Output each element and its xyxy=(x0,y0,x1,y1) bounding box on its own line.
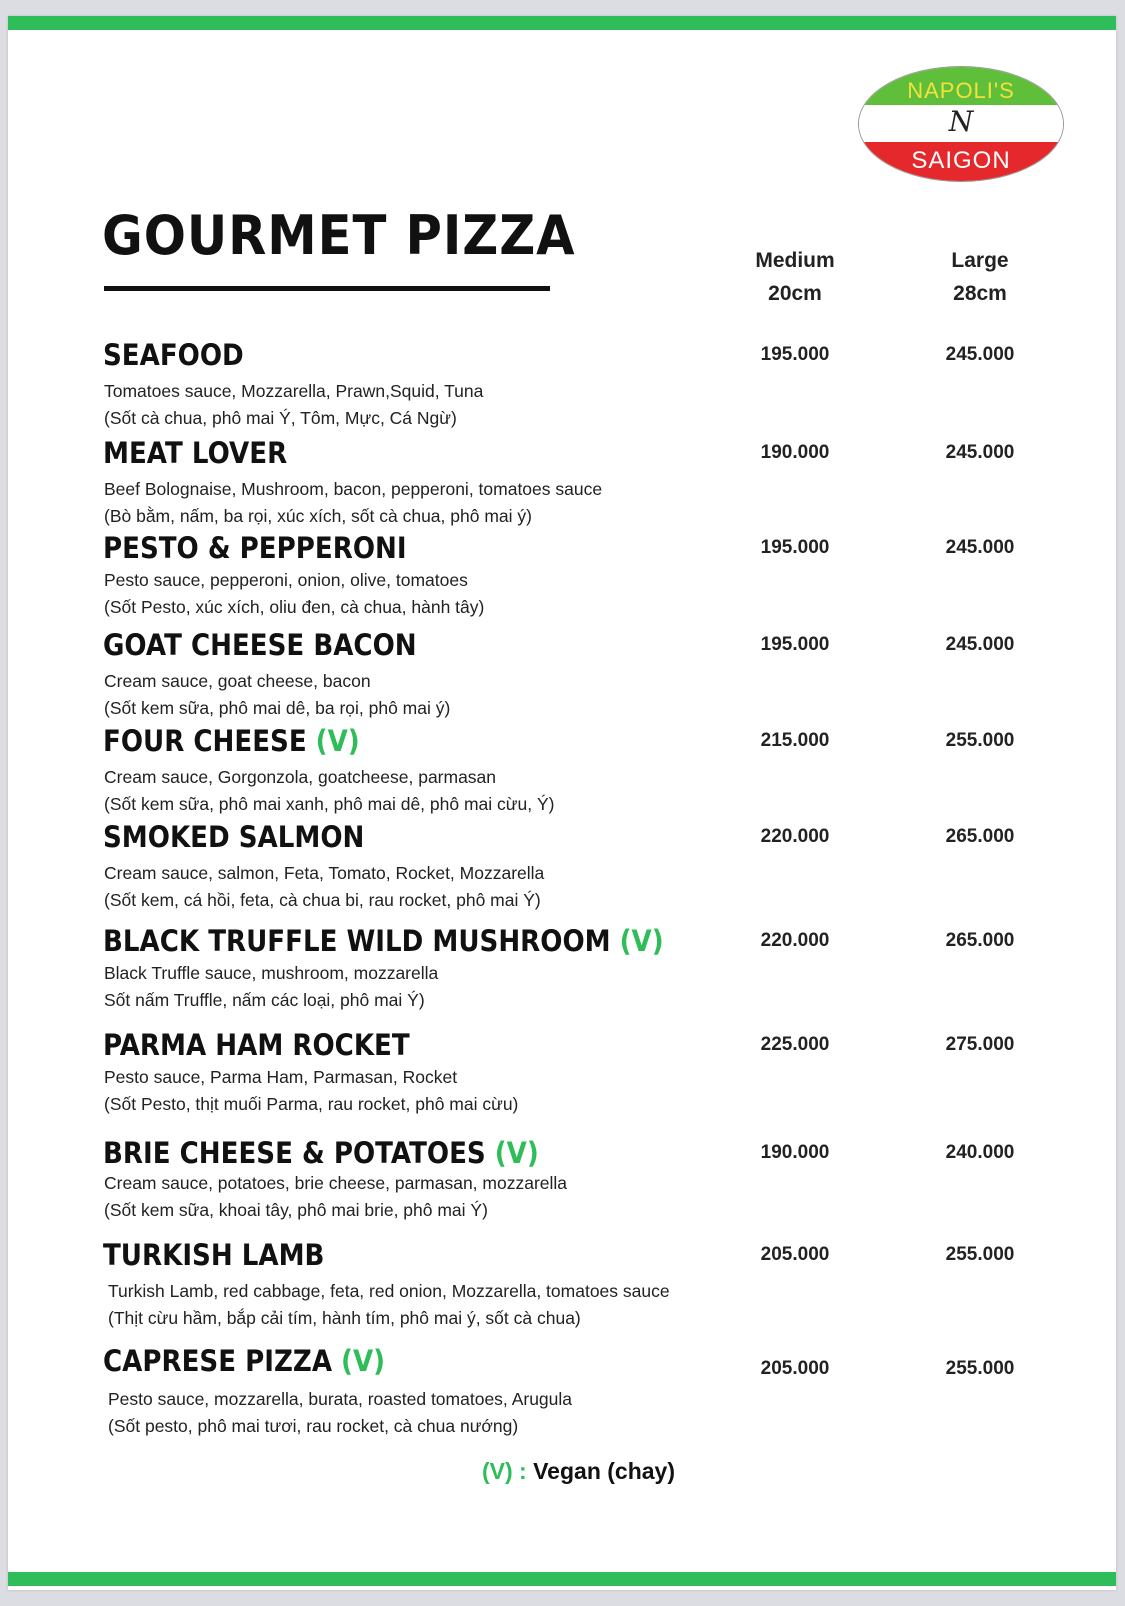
column-header-large xyxy=(910,244,1050,310)
item-name: SEAFOOD xyxy=(103,338,244,372)
logo-monogram: N xyxy=(948,105,974,138)
price-medium: 205.000 xyxy=(760,1358,830,1379)
item-description: Cream sauce, goat cheese, bacon (Sốt kem sữa, phô mai dê, ba rọi, phô mai ý) xyxy=(104,671,451,718)
item-description: Pesto sauce, pepperoni, onion, olive, tomatoes (Sốt Pesto, xúc xích, oliu đen, cà chua, hành tây) xyxy=(104,570,485,617)
price-large: 245.000 xyxy=(945,634,1015,655)
menu-item-meat-lover xyxy=(8,436,1116,536)
price-large: 255.000 xyxy=(945,1244,1015,1265)
legend-vegan-mark: (V) : xyxy=(482,1458,527,1484)
column-header-medium xyxy=(725,244,865,310)
price-medium: 190.000 xyxy=(760,1142,830,1163)
column-large-size: 28cm xyxy=(953,282,1007,305)
menu-item-four-cheese xyxy=(8,724,1116,824)
price-large: 245.000 xyxy=(945,344,1015,365)
vegan-mark: (V) xyxy=(494,1136,539,1170)
menu-item-goat-cheese-bacon xyxy=(8,628,1116,728)
napolis-saigon-logo xyxy=(858,66,1064,182)
menu-item-black-truffle xyxy=(8,924,1116,1024)
item-name: FOUR CHEESE (V) xyxy=(103,724,360,758)
price-large: 245.000 xyxy=(945,537,1015,558)
price-large: 275.000 xyxy=(945,1034,1015,1055)
logo-bottom-text: SAIGON xyxy=(911,147,1011,174)
price-large: 255.000 xyxy=(945,1358,1015,1379)
price-large: 265.000 xyxy=(945,826,1015,847)
item-name: SMOKED SALMON xyxy=(103,820,365,854)
column-medium-label: Medium xyxy=(755,249,835,272)
item-description: Cream sauce, potatoes, brie cheese, parmasan, mozzarella (Sốt kem sữa, khoai tây, phô mai brie, phô mai Ý) xyxy=(104,1173,568,1220)
menu-item-brie-cheese-potatoes xyxy=(8,1136,1116,1236)
price-large: 245.000 xyxy=(945,442,1015,463)
price-medium: 190.000 xyxy=(760,442,830,463)
item-name: BLACK TRUFFLE WILD MUSHROOM (V) xyxy=(103,924,664,958)
price-medium: 220.000 xyxy=(760,826,830,847)
price-large: 240.000 xyxy=(945,1142,1015,1163)
top-green-bar xyxy=(8,16,1116,30)
item-name: CAPRESE PIZZA (V) xyxy=(103,1344,386,1378)
title-underline xyxy=(104,286,550,291)
item-name: GOAT CHEESE BACON xyxy=(103,628,417,662)
bottom-green-bar xyxy=(8,1572,1116,1586)
item-description: Pesto sauce, Parma Ham, Parmasan, Rocket (Sốt Pesto, thịt muối Parma, rau rocket, phô mai cừu) xyxy=(104,1067,519,1114)
item-description: Beef Bolognaise, Mushroom, bacon, pepperoni, tomatoes sauce (Bò bằm, nấm, ba rọi, xúc xích, sốt cà chua, phô mai ý) xyxy=(104,479,603,526)
menu-item-smoked-salmon xyxy=(8,820,1116,920)
price-medium: 195.000 xyxy=(760,344,830,365)
item-name: PESTO & PEPPERONI xyxy=(103,531,407,565)
item-description: Tomatoes sauce, Mozzarella, Prawn,Squid, Tuna (Sốt cà chua, phô mai Ý, Tôm, Mực, Cá Ngừ) xyxy=(104,381,484,428)
vegan-mark: (V) xyxy=(315,724,360,758)
menu-item-pesto-pepperoni xyxy=(8,531,1116,631)
legend-text: Vegan (chay) xyxy=(533,1458,675,1484)
vegan-mark: (V) xyxy=(341,1344,386,1378)
column-medium-size: 20cm xyxy=(768,282,822,305)
price-large: 255.000 xyxy=(945,730,1015,751)
price-medium: 205.000 xyxy=(760,1244,830,1265)
vegan-legend xyxy=(482,1458,675,1485)
column-large-label: Large xyxy=(951,249,1009,272)
logo-top-text: NAPOLI'S xyxy=(907,78,1015,103)
item-description: Cream sauce, salmon, Feta, Tomato, Rocket, Mozzarella (Sốt kem, cá hồi, feta, cà chua bi, rau rocket, phô mai Ý) xyxy=(104,863,545,910)
price-medium: 220.000 xyxy=(760,930,830,951)
item-description: Cream sauce, Gorgonzola, goatcheese, parmasan (Sốt kem sữa, phô mai xanh, phô mai dê, phô mai cừu, Ý) xyxy=(104,767,555,814)
menu-item-seafood xyxy=(8,338,1116,438)
item-name: TURKISH LAMB xyxy=(103,1238,325,1272)
menu-title: GOURMET PIZZA xyxy=(102,204,576,267)
vegan-mark: (V) xyxy=(619,924,664,958)
price-medium: 195.000 xyxy=(760,537,830,558)
item-description: Pesto sauce, mozzarella, burata, roasted tomatoes, Arugula (Sốt pesto, phô mai tươi, rau rocket, cà chua nướng) xyxy=(108,1389,573,1436)
menu-item-turkish-lamb xyxy=(8,1238,1116,1338)
price-medium: 225.000 xyxy=(760,1034,830,1055)
item-name: PARMA HAM ROCKET xyxy=(103,1028,410,1062)
item-description: Black Truffle sauce, mushroom, mozzarella Sốt nấm Truffle, nấm các loại, phô mai Ý) xyxy=(104,963,439,1010)
price-large: 265.000 xyxy=(945,930,1015,951)
price-medium: 215.000 xyxy=(760,730,830,751)
item-description: Turkish Lamb, red cabbage, feta, red onion, Mozzarella, tomatoes sauce (Thịt cừu hầm, bắp cải tím, hành tím, phô mai ý, sốt cà chua) xyxy=(108,1281,670,1328)
item-name: BRIE CHEESE & POTATOES (V) xyxy=(103,1136,539,1170)
menu-item-caprese-pizza xyxy=(8,1344,1116,1444)
menu-page xyxy=(8,16,1116,1590)
price-medium: 195.000 xyxy=(760,634,830,655)
item-name: MEAT LOVER xyxy=(103,436,288,470)
menu-item-parma-ham-rocket xyxy=(8,1028,1116,1128)
